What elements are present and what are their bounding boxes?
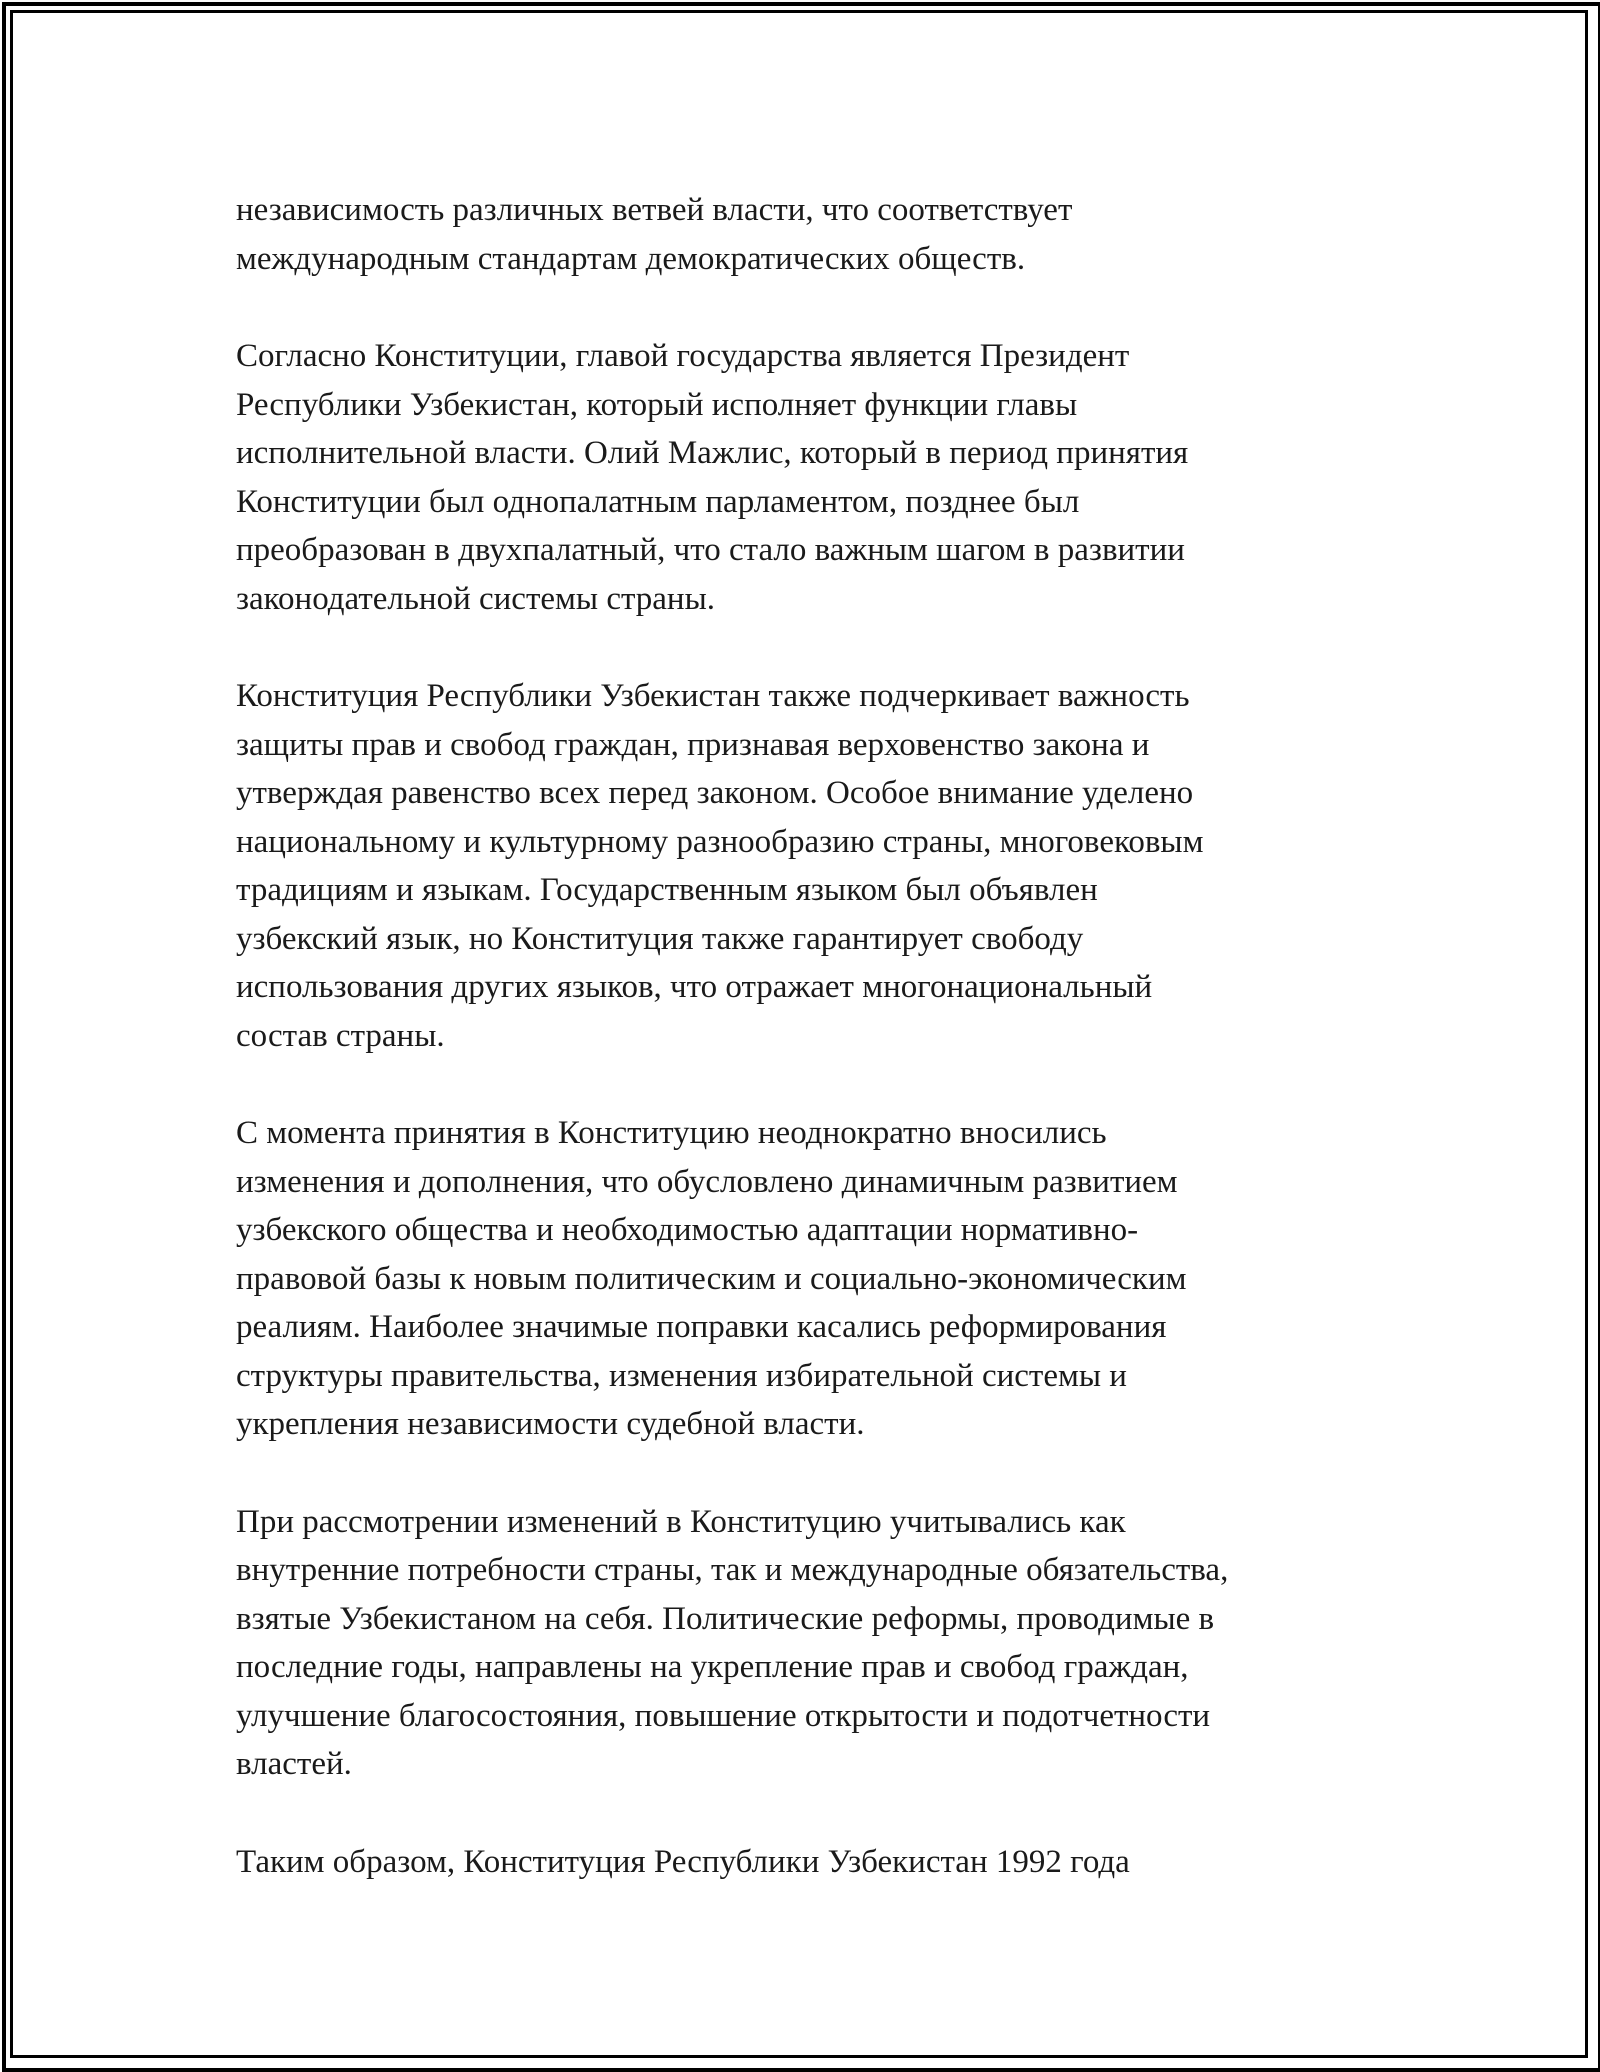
paragraph: Согласно Конституции, главой государства является Президент Республики Узбекистан, который исполняет функции главы исполнительной власти. Олий Мажлис, который в период принятия Конституции был однопалатным парламентом, позднее был преобразован в двухпалатный, что стало важным шагом в развитии законодательной системы страны. bbox=[236, 338, 1189, 617]
paragraph: Конституция Республики Узбекистан также подчеркивает важность защиты прав и свобод граждан, признавая верховенство закона и утверждая равенство всех перед законом. Особое внимание уделено национальному и культурному разнообразию страны, многовековым традициям и языкам. Государственным языком был объявлен узбекский язык, но Конституция также гарантирует свободу использования других языков, что отражает многонациональный состав страны. bbox=[236, 678, 1204, 1054]
paragraph: С момента принятия в Конституцию неоднократно вносились изменения и дополнения, что обусловлено динамичным развитием узбекского общества и необходимостью адаптации нормативно- правовой базы к новым политическим и социально-экономическим реалиям. Наиболее значимые поправки касались реформирования структуры правительства, изменения избирательной системы и укрепления независимости судебной власти. bbox=[236, 1115, 1187, 1442]
document-body bbox=[236, 186, 1386, 1935]
paragraph: независимость различных ветвей власти, что соответствует международным стандартам демократических обществ. bbox=[236, 192, 1073, 277]
paragraph: Таким образом, Конституция Республики Узбекистан 1992 года bbox=[236, 1843, 1130, 1880]
paragraph: При рассмотрении изменений в Конституцию учитывались как внутренние потребности страны, так и международные обязательства, взятые Узбекистаном на себя. Политические реформы, проводимые в последние годы, направлены на укрепление прав и свобод граждан, улучшение благосостояния, повышение открытости и подотчетности властей. bbox=[236, 1503, 1229, 1782]
